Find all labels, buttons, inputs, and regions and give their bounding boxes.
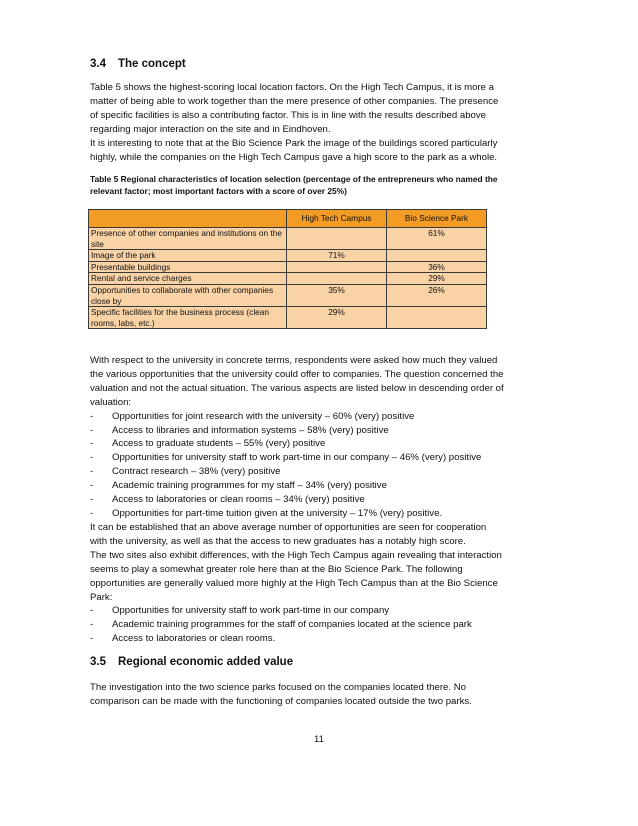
table-row (89, 228, 487, 250)
dash-marker: - (90, 410, 94, 422)
location-factors-table (88, 209, 487, 329)
list-item-text: Access to laboratories or clean rooms. (112, 633, 276, 645)
dash-marker: - (90, 633, 94, 645)
table-row (89, 273, 487, 285)
text-line: seems to play a somewhat greater role here than at the Bio Science Park. The following (90, 563, 463, 575)
list-item (90, 507, 552, 521)
text-line: regarding major interaction on the site and in Eindhoven. (90, 123, 331, 135)
caption-line: relevant factor; most important factors with a score of over 25%) (90, 186, 347, 197)
list-item-text: Contract research – 38% (very) positive (112, 466, 281, 478)
text-line: It can be established that an above average number of opportunities are seen for cooperation (90, 522, 487, 533)
bsp-value: 61% (387, 228, 487, 250)
university-valuation-list (90, 410, 552, 521)
header-cell-empty (89, 210, 287, 228)
table-row (89, 250, 487, 262)
list-item-text: Academic training programmes for the staff of companies located at the science park (112, 619, 472, 631)
list-item-text: Access to libraries and information systems – 58% (very) positive (112, 424, 389, 436)
list-item (90, 451, 552, 465)
dash-marker: - (90, 507, 94, 519)
text-line: comparison can be made with the functioning of companies located outside the two parks. (90, 695, 472, 707)
row-label: Presentable buildings (89, 261, 287, 273)
row-label: Image of the park (89, 250, 287, 262)
text-line: The investigation into the two science parks focused on the companies located there. No (90, 682, 466, 693)
htc-value (287, 261, 387, 273)
list-item (90, 410, 552, 424)
section-title: Regional economic added value (118, 656, 294, 668)
dash-marker: - (90, 438, 94, 450)
section-heading-3-4 (90, 58, 186, 70)
text-line: valuation: (90, 396, 132, 408)
university-section (90, 354, 552, 521)
list-item (90, 493, 552, 507)
list-item (90, 437, 552, 451)
list-item (90, 604, 552, 618)
htc-value: 71% (287, 250, 387, 262)
list-item-text: Academic training programmes for my staff – 34% (very) positive (112, 480, 387, 492)
list-item-text: Opportunities for university staff to work part-time in our company – 46% (very) positive (112, 452, 482, 464)
text-line: opportunities are generally valued more highly at the High Tech Campus than at the Bio Science (90, 577, 498, 589)
section-number: 3.4 (90, 58, 106, 70)
list-item (90, 479, 552, 493)
htc-value (287, 228, 387, 250)
table-header-row (89, 210, 487, 228)
economic-value-paragraph (90, 681, 552, 709)
text-line: Table 5 shows the highest-scoring local location factors. On the High Tech Campus, it is more a (90, 82, 495, 93)
text-line: highly, while the companies on the High Tech Campus gave a high score to the park as a whole. (90, 151, 498, 163)
row-label: Opportunities to collaborate with other companies close by (89, 284, 287, 306)
section-heading-3-5 (90, 656, 293, 668)
table-caption (90, 173, 552, 197)
htc-value (287, 273, 387, 285)
section-number: 3.5 (90, 656, 106, 668)
differences-section (90, 521, 552, 646)
htc-value: 35% (287, 284, 387, 306)
text-line: valuation and not the actual situation. The various aspects are listed below in descending order of (90, 382, 504, 394)
bsp-value (387, 307, 487, 329)
list-item-text: Opportunities for joint research with the university – 60% (very) positive (112, 410, 415, 422)
header-cell-high-tech-campus: High Tech Campus (287, 210, 387, 228)
list-item-text: Access to graduate students – 55% (very) positive (112, 438, 326, 450)
list-item (90, 632, 552, 646)
bsp-value (387, 250, 487, 262)
dash-marker: - (90, 466, 94, 478)
bsp-value: 29% (387, 273, 487, 285)
page-number: 11 (314, 734, 324, 745)
dash-marker: - (90, 605, 94, 617)
dash-marker: - (90, 480, 94, 492)
list-item-text: Opportunities for university staff to work part-time in our company (112, 605, 390, 617)
text-line: the various opportunities that the university could offer to companies. The question concerned the (90, 368, 504, 380)
list-item-text: Access to laboratories or clean rooms – 34% (very) positive (112, 494, 365, 506)
row-label: Presence of other companies and institutions on the site (89, 228, 287, 250)
htc-value: 29% (287, 307, 387, 329)
bsp-value: 26% (387, 284, 487, 306)
table-row (89, 307, 487, 329)
list-item (90, 618, 552, 632)
dash-marker: - (90, 619, 94, 631)
header-cell-bio-science-park: Bio Science Park (387, 210, 487, 228)
table-row (89, 261, 487, 273)
text-line: With respect to the university in concrete terms, respondents were asked how much they valued (90, 355, 498, 366)
list-item-text: Opportunities for part-time tuition given at the university – 17% (very) positive. (112, 507, 443, 519)
caption-line: Table 5 Regional characteristics of location selection (percentage of the entrepreneurs who named the (90, 174, 498, 184)
dash-marker: - (90, 494, 94, 506)
row-label: Rental and service charges (89, 273, 287, 285)
section-title: The concept (118, 58, 186, 70)
text-line: The two sites also exhibit differences, with the High Tech Campus again revealing that interaction (90, 549, 502, 561)
text-line: with the university, as well as that the access to new graduates has a notably high score. (90, 535, 466, 547)
differences-list (90, 604, 552, 646)
concept-paragraph (90, 81, 552, 164)
bsp-value: 36% (387, 261, 487, 273)
dash-marker: - (90, 424, 94, 436)
text-line: It is interesting to note that at the Bio Science Park the image of the buildings scored particularly (90, 137, 498, 149)
row-label: Specific facilities for the business process (clean rooms, labs, etc.) (89, 307, 287, 329)
list-item (90, 424, 552, 438)
list-item (90, 465, 552, 479)
text-line: matter of being able to work together than the mere presence of other companies. The presence (90, 95, 499, 107)
table-row (89, 284, 487, 306)
text-line: Park: (90, 591, 113, 603)
dash-marker: - (90, 452, 94, 464)
text-line: of specific facilities is also a contributing factor. This is in line with the results described above (90, 109, 487, 121)
